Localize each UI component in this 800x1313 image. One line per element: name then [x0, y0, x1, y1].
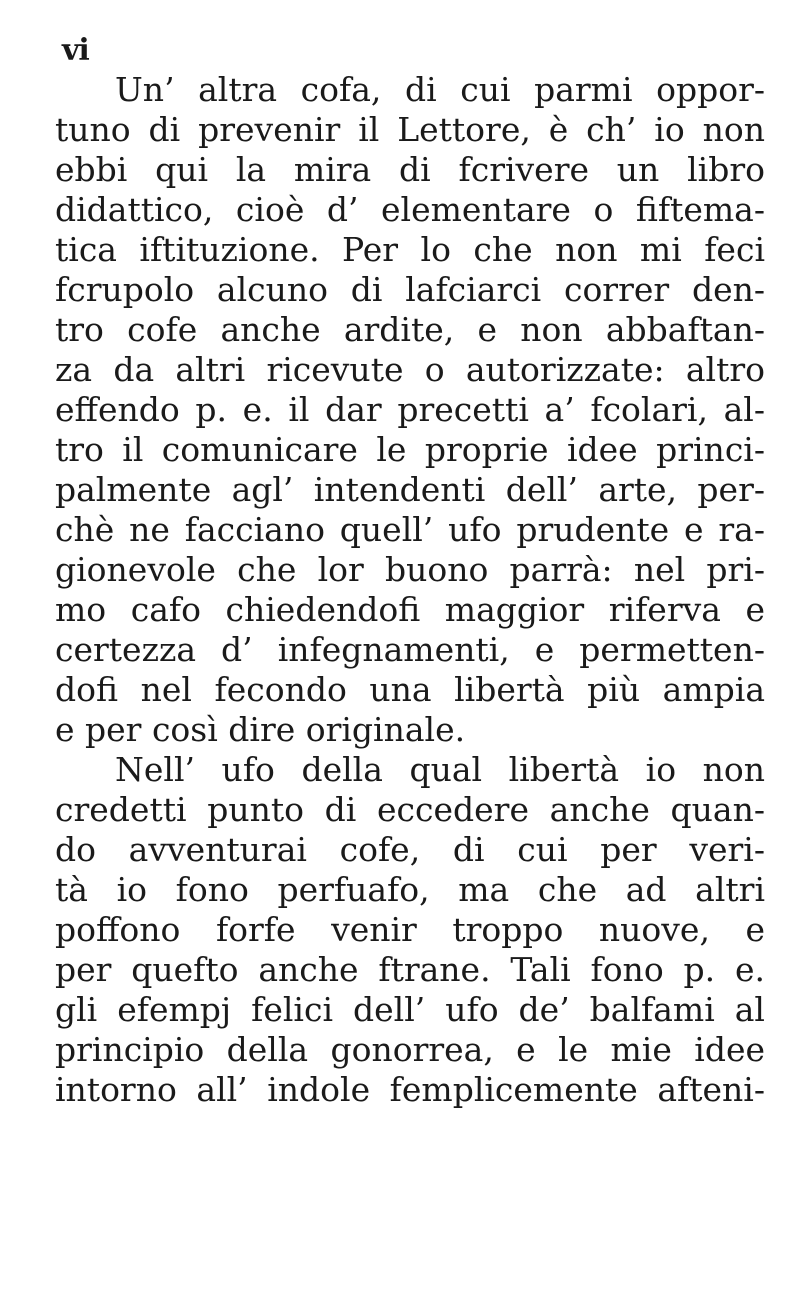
text-line: dofi nel fecondo una libertà più ampia	[55, 670, 765, 709]
text-line: certezza d’ infegnamenti, e permetten-	[55, 630, 765, 669]
text-line: tà io fono perfuafo, ma che ad altri	[55, 870, 765, 909]
text-line: mo cafo chiedendofi maggior riferva e	[55, 590, 765, 629]
text-line: credetti punto di eccedere anche quan-	[55, 790, 765, 829]
text-line: chè ne facciano quell’ ufo prudente e ra-	[55, 510, 765, 549]
text-line: fcrupolo alcuno di lafciarci correr den-	[55, 270, 765, 309]
text-line: intorno all’ indole femplicemente afteni-	[55, 1070, 765, 1109]
text-line: za da altri ricevute o autorizzate: altro	[55, 350, 765, 389]
body-text	[55, 70, 765, 1110]
text-line: per quefto anche ftrane. Tali fono p. e.	[55, 950, 765, 989]
text-line: Un’ altra cofa, di cui parmi oppor-	[115, 70, 765, 109]
text-line: principio della gonorrea, e le mie idee	[55, 1030, 765, 1069]
text-line: tro il comunicare le proprie idee princi-	[55, 430, 765, 469]
text-line: effendo p. e. il dar precetti a’ fcolari, al-	[55, 390, 765, 429]
text-line: tro cofe anche ardite, e non abbaftan-	[55, 310, 765, 349]
text-line: ebbi qui la mira di fcrivere un libro	[55, 150, 765, 189]
text-line: Nell’ ufo della qual libertà io non	[115, 750, 765, 789]
text-line: gionevole che lor buono parrà: nel pri-	[55, 550, 765, 589]
text-line: tica iftituzione. Per lo che non mi feci	[55, 230, 765, 269]
text-line: tuno di prevenir il Lettore, è ch’ io non	[55, 110, 765, 149]
text-line: gli efempj felici dell’ ufo de’ balfami al	[55, 990, 765, 1029]
text-line: palmente agl’ intendenti dell’ arte, per-	[55, 470, 765, 509]
page-number: vi	[62, 33, 89, 68]
text-line: didattico, cioè d’ elementare o fiftema-	[55, 190, 765, 229]
text-line: e per così dire originale.	[55, 710, 466, 749]
text-line: do avventurai cofe, di cui per veri-	[55, 830, 765, 869]
text-line: poffono forfe venir troppo nuove, e	[55, 910, 765, 949]
